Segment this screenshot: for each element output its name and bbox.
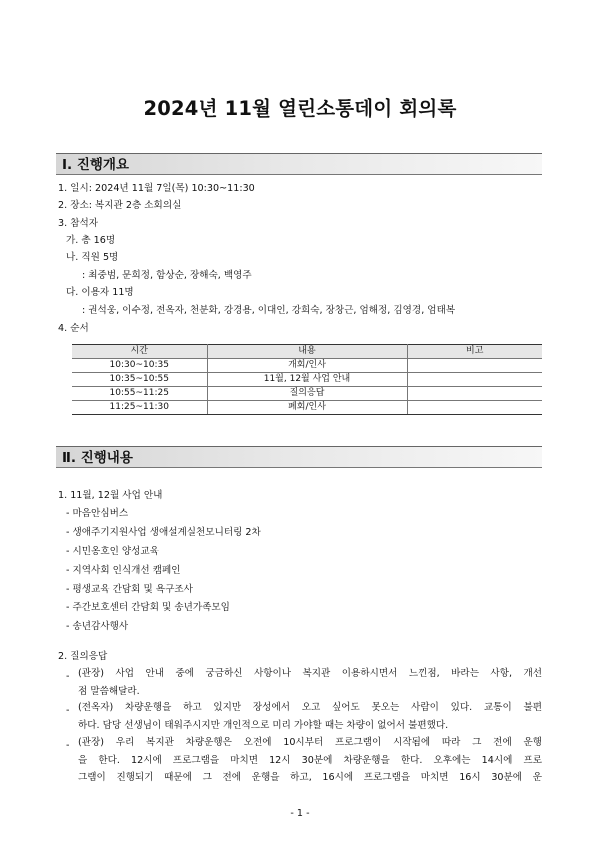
table-row xyxy=(72,387,542,401)
cell-time: 10:35~10:55 xyxy=(72,373,207,387)
qa-line: 하다. 담당 선생님이 태워주시지만 개인적으로 미리 가야할 때는 차량이 없어서 불편했다. xyxy=(78,719,449,731)
qa-line: 을 한다. 12시에 프로그램을 마치면 12시 30분에 차량운행을 한다. 오후에는 14시에 프로 xyxy=(78,754,542,766)
cell-content: 질의응답 xyxy=(207,387,407,401)
qa-dash: - xyxy=(66,705,70,716)
list-item: - 시민옹호인 양성교육 xyxy=(66,546,159,557)
page-title: 2024년 11월 열린소통데이 회의록 xyxy=(143,97,457,120)
list-item: - 평생교육 간담회 및 욕구조사 xyxy=(66,584,193,595)
column-header-note: 비고 xyxy=(407,345,542,359)
cell-content: 개회/인사 xyxy=(207,359,407,373)
overview-attendees: 3. 참석자 xyxy=(58,218,99,229)
cell-content: 폐회/인사 xyxy=(207,401,407,415)
qa-item xyxy=(78,734,542,787)
cell-note xyxy=(407,401,542,415)
page-number: - 1 - xyxy=(290,808,310,819)
cell-note xyxy=(407,387,542,401)
qa-line: 점 말씀해달라. xyxy=(78,685,140,697)
overview-date: 1. 일시: 2024년 11월 7일(목) 10:30~11:30 xyxy=(58,183,255,194)
qa-item xyxy=(78,699,542,734)
section-heading-content: Ⅱ. 진행내용 xyxy=(56,446,542,468)
schedule-table xyxy=(72,344,542,415)
list-item: - 주간보호센터 간담회 및 송년가족모임 xyxy=(66,602,230,613)
list-item: - 생애주기지원사업 생애설계실천모니터링 2차 xyxy=(66,527,261,538)
table-row xyxy=(72,401,542,415)
list-item: - 마음안심버스 xyxy=(66,508,129,519)
qa-dash: - xyxy=(66,740,70,751)
cell-time: 10:55~11:25 xyxy=(72,387,207,401)
section-heading-overview: Ⅰ. 진행개요 xyxy=(56,153,542,175)
overview-place: 2. 장소: 복지관 2층 소회의실 xyxy=(58,200,182,211)
qa-item xyxy=(78,665,542,700)
cell-time: 11:25~11:30 xyxy=(72,401,207,415)
column-header-content: 내용 xyxy=(207,345,407,359)
overview-attendees-users: 다. 이용자 11명 xyxy=(66,287,134,298)
qa-dash: - xyxy=(66,671,70,682)
table-row xyxy=(72,373,542,387)
qa-line: (전옥자) 차량운행을 하고 있지만 장성에서 오고 싶어도 못오는 사람이 있다. 교통이 불편 xyxy=(78,702,542,713)
cell-note xyxy=(407,359,542,373)
overview-user-names: : 권석웅, 이수정, 전옥자, 천분화, 강경용, 이대인, 강희숙, 장창근, 엄해정, 김영경, 엄태복 xyxy=(82,305,456,316)
content-part1-title: 1. 11월, 12월 사업 안내 xyxy=(58,490,163,501)
overview-attendees-total: 가. 총 16명 xyxy=(66,235,116,246)
qa-line: 그램이 진행되기 때문에 그 전에 운행을 하고, 16시에 프로그램을 마치면 16시 30분에 운 xyxy=(78,772,542,783)
list-item: - 송년감사행사 xyxy=(66,621,129,632)
list-item: - 지역사회 인식개선 캠페인 xyxy=(66,565,181,576)
overview-attendees-staff: 나. 직원 5명 xyxy=(66,252,119,263)
column-header-time: 시간 xyxy=(72,345,207,359)
qa-line: (관장) 우리 복지관 차량운행은 오전에 10시부터 프로그램이 시작됨에 따라 그 전에 운행 xyxy=(78,737,542,748)
overview-staff-names: : 최중범, 문희정, 함상순, 장해숙, 백영주 xyxy=(82,270,252,281)
cell-content: 11월, 12월 사업 안내 xyxy=(207,373,407,387)
table-row xyxy=(72,359,542,373)
content-part2-title: 2. 질의응답 xyxy=(58,651,108,662)
overview-order: 4. 순서 xyxy=(58,323,89,334)
cell-time: 10:30~10:35 xyxy=(72,359,207,373)
table-header-row xyxy=(72,345,542,359)
qa-line: (관장) 사업 안내 중에 궁금하신 사항이나 복지관 이용하시면서 느낀점, 바라는 사항, 개선 xyxy=(78,668,542,679)
cell-note xyxy=(407,373,542,387)
